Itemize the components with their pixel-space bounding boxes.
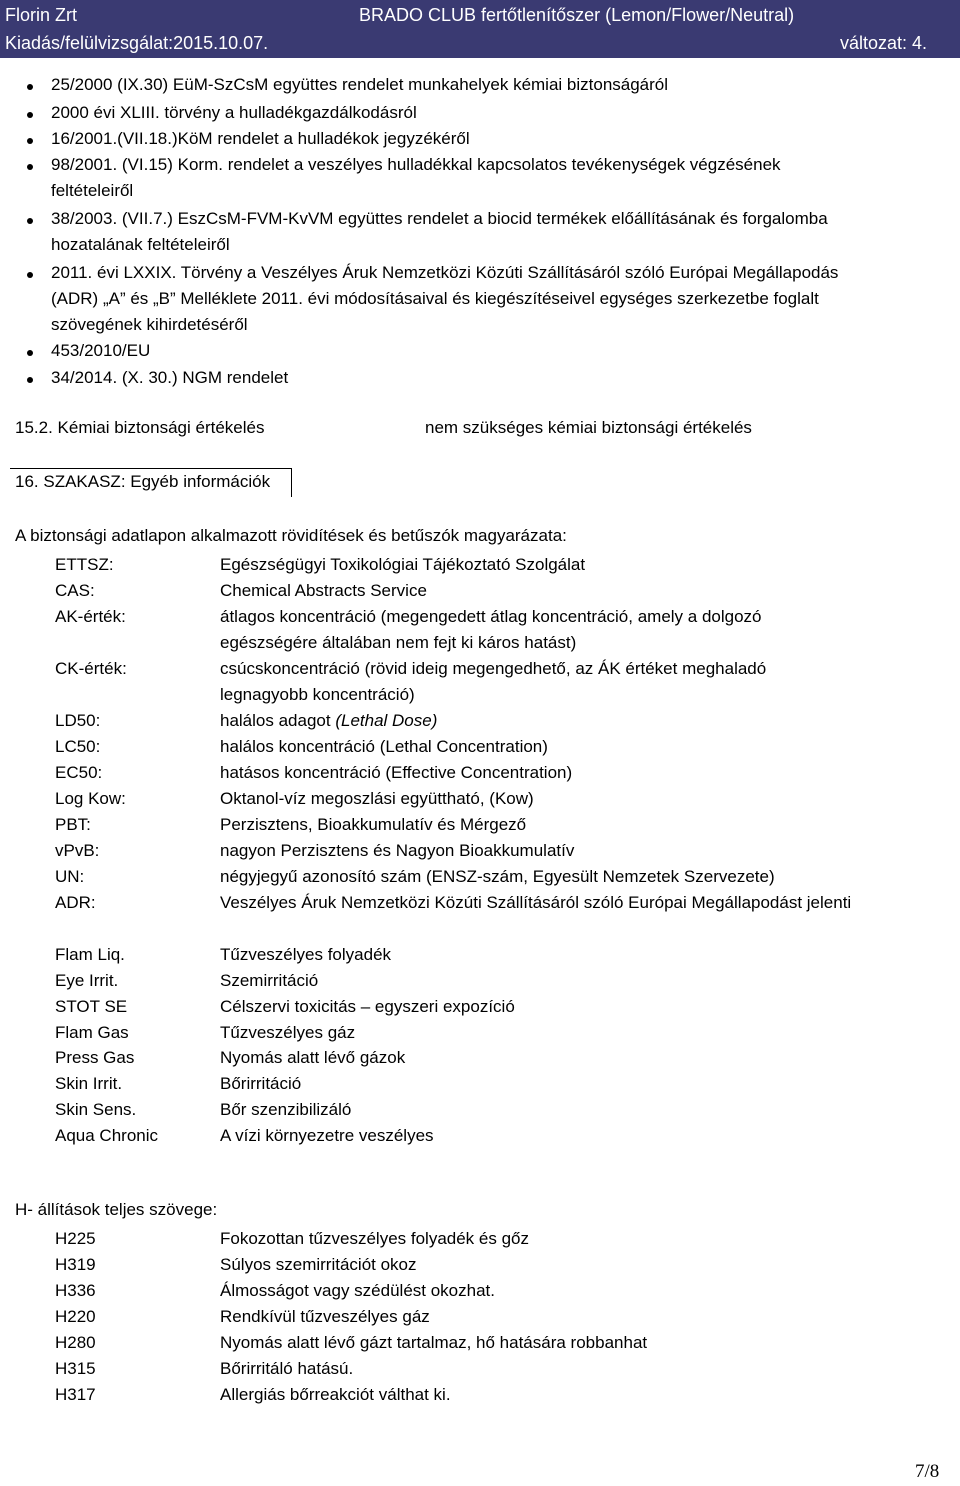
- hazard-class-term: Flam Gas: [55, 1022, 129, 1042]
- h-statement-text: Álmosságot vagy szédülést okozhat.: [220, 1281, 495, 1300]
- section-15-2-value: nem szükséges kémiai biztonsági értékelés: [425, 418, 752, 437]
- abbrev-term: UN:: [55, 867, 85, 886]
- bullet-icon: [27, 218, 33, 224]
- header-bar-sub: [0, 31, 960, 58]
- abbrev-term: LD50:: [55, 711, 101, 730]
- page-number: 7/8: [915, 1461, 940, 1482]
- regulation-line: (ADR) „A” és „B” Melléklete 2011. évi módosításaival és kiegészítéseivel egységes szerkezetbe foglalt: [51, 289, 819, 308]
- h-statement-code: H220: [55, 1307, 96, 1326]
- abbrev-desc: átlagos koncentráció (megengedett átlag koncentráció, amely a dolgozó: [220, 607, 762, 626]
- regulation-line: 16/2001.(VII.18.)KöM rendelet a hulladékok jegyzékéről: [51, 129, 470, 148]
- bullet-icon: [27, 377, 33, 383]
- hazard-class-term: STOT SE: [55, 996, 128, 1016]
- regulation-line: feltételeiről: [51, 181, 134, 200]
- hazard-class-term: Aqua Chronic: [55, 1125, 159, 1145]
- h-statements-title: H- állítások teljes szövege:: [15, 1200, 218, 1219]
- hazard-class-desc: Bőr szenzibilizáló: [220, 1100, 352, 1120]
- abbrev-desc: négyjegyű azonosító szám (ENSZ-szám, Egyesült Nemzetek Szervezete): [220, 867, 775, 886]
- regulation-line: 38/2003. (VII.7.) EszCsM-FVM-KvVM együttes rendelet a biocid termékek előállításának és forgalomba: [51, 209, 828, 228]
- abbrev-desc: legnagyobb koncentráció): [220, 685, 415, 704]
- h-statement-text: Rendkívül tűzveszélyes gáz: [220, 1307, 430, 1326]
- h-statement-code: H280: [55, 1333, 96, 1352]
- company-name: Florin Zrt: [5, 5, 77, 25]
- header-bar-top: [0, 0, 960, 31]
- abbrev-desc: hatásos koncentráció (Effective Concentration): [220, 763, 573, 782]
- bullet-icon: [27, 84, 33, 90]
- regulation-line: 2011. évi LXXIX. Törvény a Veszélyes Áruk Nemzetközi Közúti Szállításáról szóló Európai Megállapodás: [51, 263, 839, 282]
- abbrev-term: ADR:: [55, 893, 96, 912]
- hazard-class-desc: Célszervi toxicitás – egyszeri expozíció: [220, 996, 515, 1016]
- abbrev-term: Log Kow:: [55, 789, 126, 808]
- bullet-icon: [27, 138, 33, 144]
- abbrev-term: PBT:: [55, 815, 91, 834]
- hazard-class-term: Press Gas: [55, 1048, 135, 1068]
- bullet-icon: [27, 272, 33, 278]
- h-statement-code: H315: [55, 1359, 96, 1378]
- hazard-class-term: Eye Irrit.: [55, 970, 119, 990]
- hazard-class-term: Skin Sens.: [55, 1100, 137, 1120]
- abbrev-desc: egészségére általában nem fejt ki káros hatást): [220, 633, 577, 652]
- abbrev-term: CAS:: [55, 581, 95, 600]
- regulation-line: 2000 évi XLIII. törvény a hulladékgazdálkodásról: [51, 103, 417, 122]
- product-name: BRADO CLUB fertőtlenítőszer (Lemon/Flower/Neutral): [359, 5, 795, 25]
- abbrev-desc: csúcskoncentráció (rövid ideig megengedhető, az ÁK értéket meghaladó: [220, 659, 767, 678]
- h-statement-text: Fokozottan tűzveszélyes folyadék és gőz: [220, 1229, 529, 1248]
- hazard-class-desc: A vízi környezetre veszélyes: [220, 1125, 434, 1145]
- version: változat: 4.: [839, 33, 927, 53]
- hazard-class-term: Skin Irrit.: [55, 1074, 123, 1094]
- h-statement-code: H336: [55, 1281, 96, 1300]
- abbrev-desc-italic: (Lethal Dose): [335, 711, 438, 730]
- hazard-class-desc: Nyomás alatt lévő gázok: [220, 1048, 406, 1068]
- hazard-class-desc: Tűzveszélyes folyadék: [220, 945, 392, 964]
- bullet-icon: [27, 112, 33, 118]
- abbrev-desc: nagyon Perzisztens és Nagyon Bioakkumulatív: [220, 841, 575, 860]
- h-statement-code: H225: [55, 1229, 96, 1248]
- regulation-line: hozatalának feltételeiről: [51, 235, 230, 254]
- abbrev-term: LC50:: [55, 737, 101, 756]
- abbrev-term: vPvB:: [55, 841, 100, 860]
- issue-date: Kiadás/felülvizsgálat:2015.10.07.: [5, 33, 269, 53]
- regulation-line: 25/2000 (IX.30) EüM-SzCsM együttes rendelet munkahelyek kémiai biztonságáról: [51, 75, 669, 94]
- bullet-icon: [27, 164, 33, 170]
- section-15-2-label: 15.2. Kémiai biztonsági értékelés: [15, 418, 265, 437]
- hazard-class-desc: Szemirritáció: [220, 970, 319, 990]
- abbrev-desc: halálos koncentráció (Lethal Concentration): [220, 737, 548, 756]
- regulation-line: 34/2014. (X. 30.) NGM rendelet: [51, 368, 289, 387]
- abbrev-desc: Chemical Abstracts Service: [220, 581, 427, 600]
- h-statement-code: H319: [55, 1255, 96, 1274]
- abbrev-desc: Veszélyes Áruk Nemzetközi Közúti Szállításáról szóló Európai Megállapodást jelenti: [220, 893, 852, 912]
- hazard-class-term: Flam Liq.: [55, 945, 125, 964]
- abbrev-desc: Perzisztens, Bioakkumulatív és Mérgező: [220, 815, 527, 834]
- regulation-line: szövegének kihirdetéséről: [51, 315, 248, 334]
- regulation-line: 98/2001. (VI.15) Korm. rendelet a veszélyes hulladékkal kapcsolatos tevékenységek végzésének: [51, 155, 781, 174]
- abbrev-term: AK-érték:: [55, 607, 126, 626]
- abbrev-term: CK-érték:: [55, 659, 127, 678]
- hazard-class-desc: Tűzveszélyes gáz: [220, 1022, 356, 1042]
- bullet-icon: [27, 350, 33, 356]
- hazard-class-desc: Bőrirritáció: [220, 1074, 302, 1094]
- regulation-line: 453/2010/EU: [51, 341, 151, 360]
- abbrev-term: ETTSZ:: [55, 555, 114, 574]
- h-statement-code: H317: [55, 1385, 96, 1404]
- abbrev-desc: Oktanol-víz megoszlási együttható, (Kow): [220, 789, 534, 808]
- abbrev-desc: Egészségügyi Toxikológiai Tájékoztató Szolgálat: [220, 555, 586, 574]
- abbrev-term: EC50:: [55, 763, 103, 782]
- abbrev-desc: halálos adagot (Lethal Dose): [220, 711, 438, 730]
- h-statement-text: Nyomás alatt lévő gázt tartalmaz, hő hatására robbanhat: [220, 1333, 648, 1352]
- h-statement-text: Bőrirritáló hatású.: [220, 1359, 354, 1378]
- h-statement-text: Súlyos szemirritációt okoz: [220, 1255, 417, 1274]
- h-statement-text: Allergiás bőrreakciót válthat ki.: [220, 1385, 451, 1404]
- section-16-title: 16. SZAKASZ: Egyéb információk: [15, 472, 271, 491]
- abbrev-intro: A biztonsági adatlapon alkalmazott rövidítések és betűszók magyarázata:: [15, 526, 567, 545]
